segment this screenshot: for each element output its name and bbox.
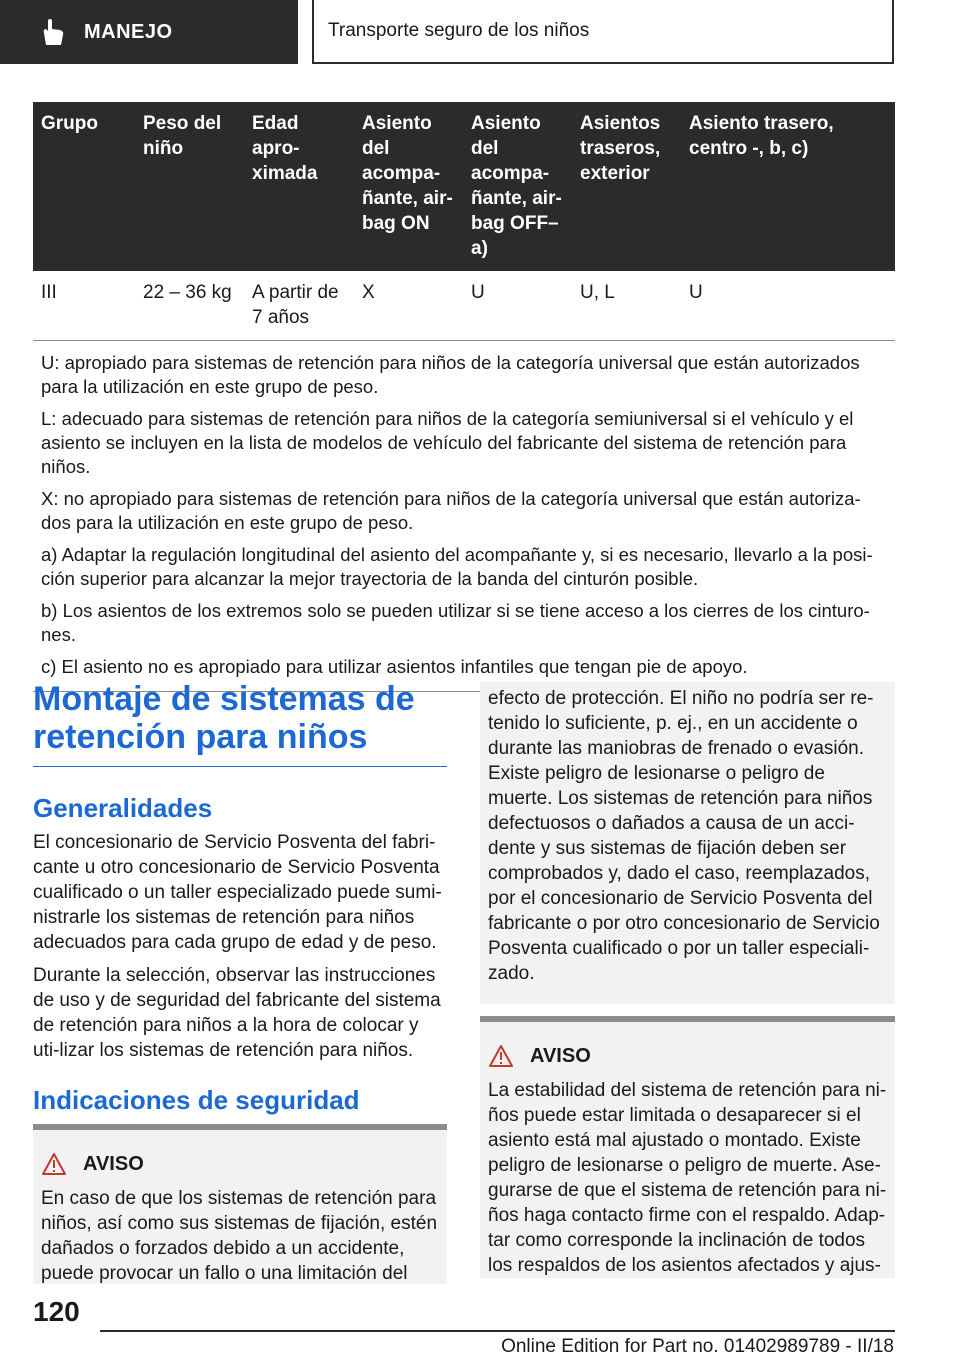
warning-title: AVISO [530,1044,591,1067]
table-header-cell: Grupo [33,102,135,271]
table-header-cell: Asientos traseros, exterior [572,102,681,271]
table-header-cell: Asiento del acompa-ñante, air-bag OFF– a) [463,102,572,271]
warning-text: efecto de protección. El niño no podría ser re-tenido lo suficiente, p. ej., en un accidente o durante las maniobras de frenado o evasión. Existe peligro de lesionarse o peligro de muerte. Los sistemas de retención para niños defectuosos o dañados a causa de un acci-dente y sus sistemas de fijación deben ser comprobados y, dado el caso, reemplazados, por el concesionario de Servicio Posventa del fabricante o por otro concesionario de Servicio Posventa cualificado o por un taller especiali-zado. [488,688,880,984]
warning-box [480,1016,895,1278]
table-cell: A partir de 7 años [244,271,354,341]
note-u: U: apropiado para sistemas de retención para niños de la categoría universal que están autorizados para la utilización en este grupo de peso. [41,352,860,397]
table-header-cell: Edad apro-ximada [244,102,354,271]
chapter-title: Transporte seguro de los niños [312,0,894,64]
warning-box [33,1124,447,1284]
section-heading: Montaje de sistemas de retención para niños [33,680,447,767]
warning-title: AVISO [83,1152,144,1175]
table-header-cell: Peso del niño [135,102,244,271]
footer-divider [100,1330,895,1332]
table-cell: U [463,271,572,341]
note-c: c) El asiento no es apropiado para utilizar asientos infantiles que tengan pie de apoyo. [41,656,748,677]
note-l: L: adecuado para sistemas de retención para niños de la categoría semiuniversal si el vehículo y el asiento se incluyen en la lista de modelos de vehículo del fabricante del sistema de retención para niños. [41,408,854,477]
subheading-generalidades: Generalidades [33,793,213,823]
warning-continuation [480,682,895,1004]
warning-triangle-icon [488,1044,514,1068]
note-b: b) Los asientos de los extremos solo se pueden utilizar si se tiene acceso a los cierres de los cinturo-nes. [41,600,870,645]
table-cell: 22 – 36 kg [135,271,244,341]
table-row [33,271,895,341]
note-x: X: no apropiado para sistemas de retención para niños de la categoría universal que están autoriza-dos para la utilización en este grupo de peso. [41,488,861,533]
paragraph: El concesionario de Servicio Posventa del fabri-cante u otro concesionario de Servicio Posventa cualificado o un taller especializado puede sumi-nistrarle los sistemas de retención para niños adecuados para cada grupo de edad y de peso. [33,832,442,953]
edition-text: Online Edition for Part no. 01402989789 - II/18 [501,1336,894,1357]
table-cell: U, L [572,271,681,341]
table-notes-row [33,341,895,692]
subheading-safety: Indicaciones de seguridad [33,1085,360,1115]
table-cell: III [33,271,135,341]
table-header-cell: Asiento del acompa-ñante, air-bag ON [354,102,463,271]
table-cell: X [354,271,463,341]
section-title: MANEJO [84,20,173,43]
table-cell: U [681,271,895,341]
note-a: a) Adaptar la regulación longitudinal del asiento del acompañante y, si es necesario, llevarlo a la posi-ción superior para alcanzar la mejor trayectoria de la banda del cinturón posible. [41,544,873,589]
table-notes [33,341,895,692]
warning-text: La estabilidad del sistema de retención para ni-ños puede estar limitada o desaparecer si el asiento está mal ajustado o montado. Existe peligro de lesionarse o peligro de muerte. Ase-gurarse de que el sistema de retención para ni-ños haga contacto firme con el respaldo. Adap-tar como corresponde la inclinación de todos los respaldos de los asientos afectados y ajus- [488,1080,887,1276]
page-number: 120 [33,1296,80,1327]
warning-text: En caso de que los sistemas de retención para niños, así como sus sistemas de fijación, estén dañados o forzados debido a un accidente, puede provocar un fallo o una limitación del [41,1188,438,1284]
table-header-cell: Asiento trasero, centro -, b, c) [681,102,895,271]
warning-triangle-icon [41,1152,67,1176]
table-header-row [33,102,895,271]
left-column [33,680,447,1122]
child-seat-table [33,102,895,692]
steering-hand-icon [38,17,68,47]
section-tab [0,0,298,64]
paragraph: Durante la selección, observar las instrucciones de uso y de seguridad del fabricante del sistema de retención para niños a la hora de colocar y uti-lizar los sistemas de retención para niños. [33,965,441,1061]
